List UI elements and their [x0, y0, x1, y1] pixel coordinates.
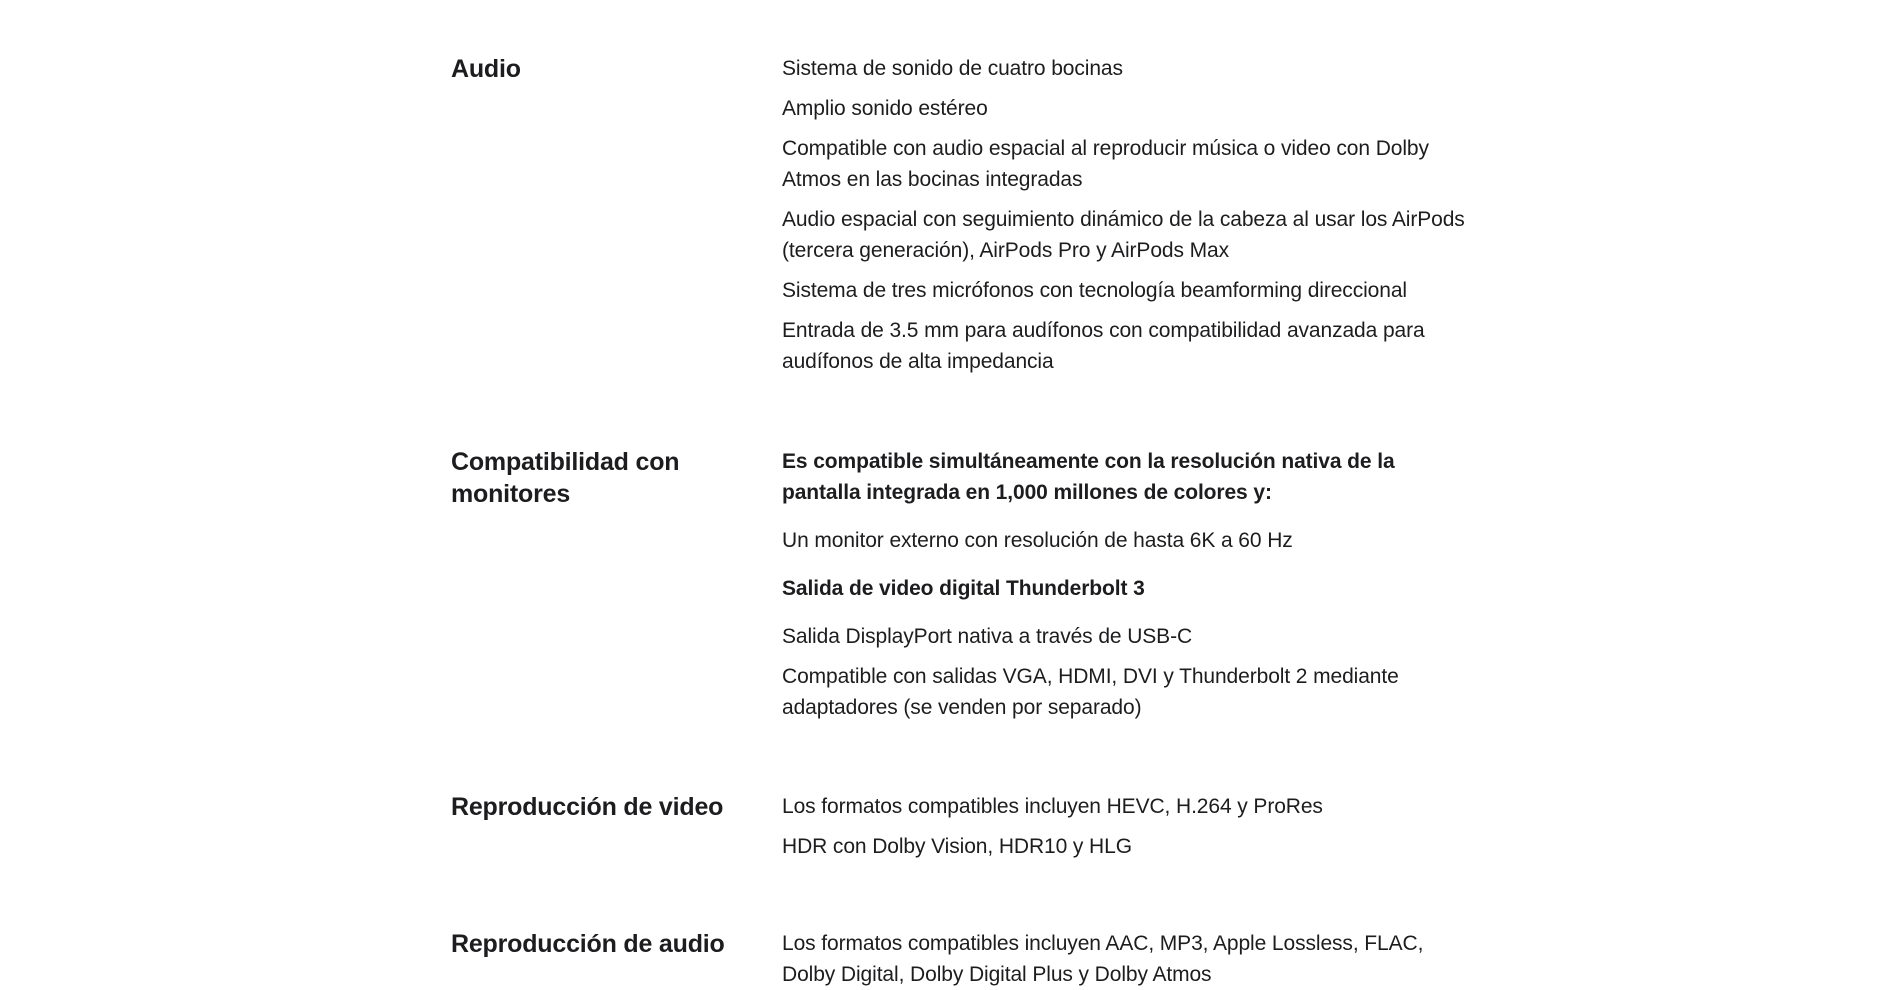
spec-item: Entrada de 3.5 mm para audífonos con compatibilidad avanzada para audífonos de alta impedancia	[782, 319, 1425, 373]
spec-item: HDR con Dolby Vision, HDR10 y HLG	[782, 835, 1132, 858]
spec-item: Amplio sonido estéreo	[782, 97, 988, 120]
spec-item: Salida DisplayPort nativa a través de USB-C	[782, 625, 1193, 648]
spec-item: Sistema de sonido de cuatro bocinas	[782, 57, 1123, 80]
section-title-video-playback: Reproducción de video	[451, 793, 724, 821]
spec-item: Los formatos compatibles incluyen HEVC, H.264 y ProRes	[782, 795, 1323, 818]
spec-item: Los formatos compatibles incluyen AAC, MP3, Apple Lossless, FLAC, Dolby Digital, Dolby Digital Plus y Dolby Atmos	[782, 932, 1424, 986]
spec-item: Un monitor externo con resolución de hasta 6K a 60 Hz	[782, 529, 1293, 552]
spec-item: Sistema de tres micrófonos con tecnología beamforming direccional	[782, 279, 1407, 302]
section-body-video-playback	[782, 791, 1472, 862]
section-title-display-support: Compatibilidad con monitores	[451, 448, 680, 508]
section-title-audio-playback: Reproducción de audio	[451, 930, 725, 958]
section-body-audio-playback	[782, 928, 1472, 990]
section-body-display-support	[782, 446, 1472, 723]
spec-item: Compatible con audio espacial al reproducir música o video con Dolby Atmos en las bocinas integradas	[782, 137, 1429, 191]
section-title-audio: Audio	[451, 55, 521, 83]
spec-item: Audio espacial con seguimiento dinámico de la cabeza al usar los AirPods (tercera generación), AirPods Pro y AirPods Max	[782, 208, 1465, 262]
section-body-audio	[782, 53, 1472, 377]
spec-item: Compatible con salidas VGA, HDMI, DVI y Thunderbolt 2 mediante adaptadores (se venden por separado)	[782, 665, 1399, 719]
spec-item-heading: Salida de video digital Thunderbolt 3	[782, 577, 1145, 600]
spec-item-heading: Es compatible simultáneamente con la resolución nativa de la pantalla integrada en 1,000 millones de colores y:	[782, 450, 1395, 504]
